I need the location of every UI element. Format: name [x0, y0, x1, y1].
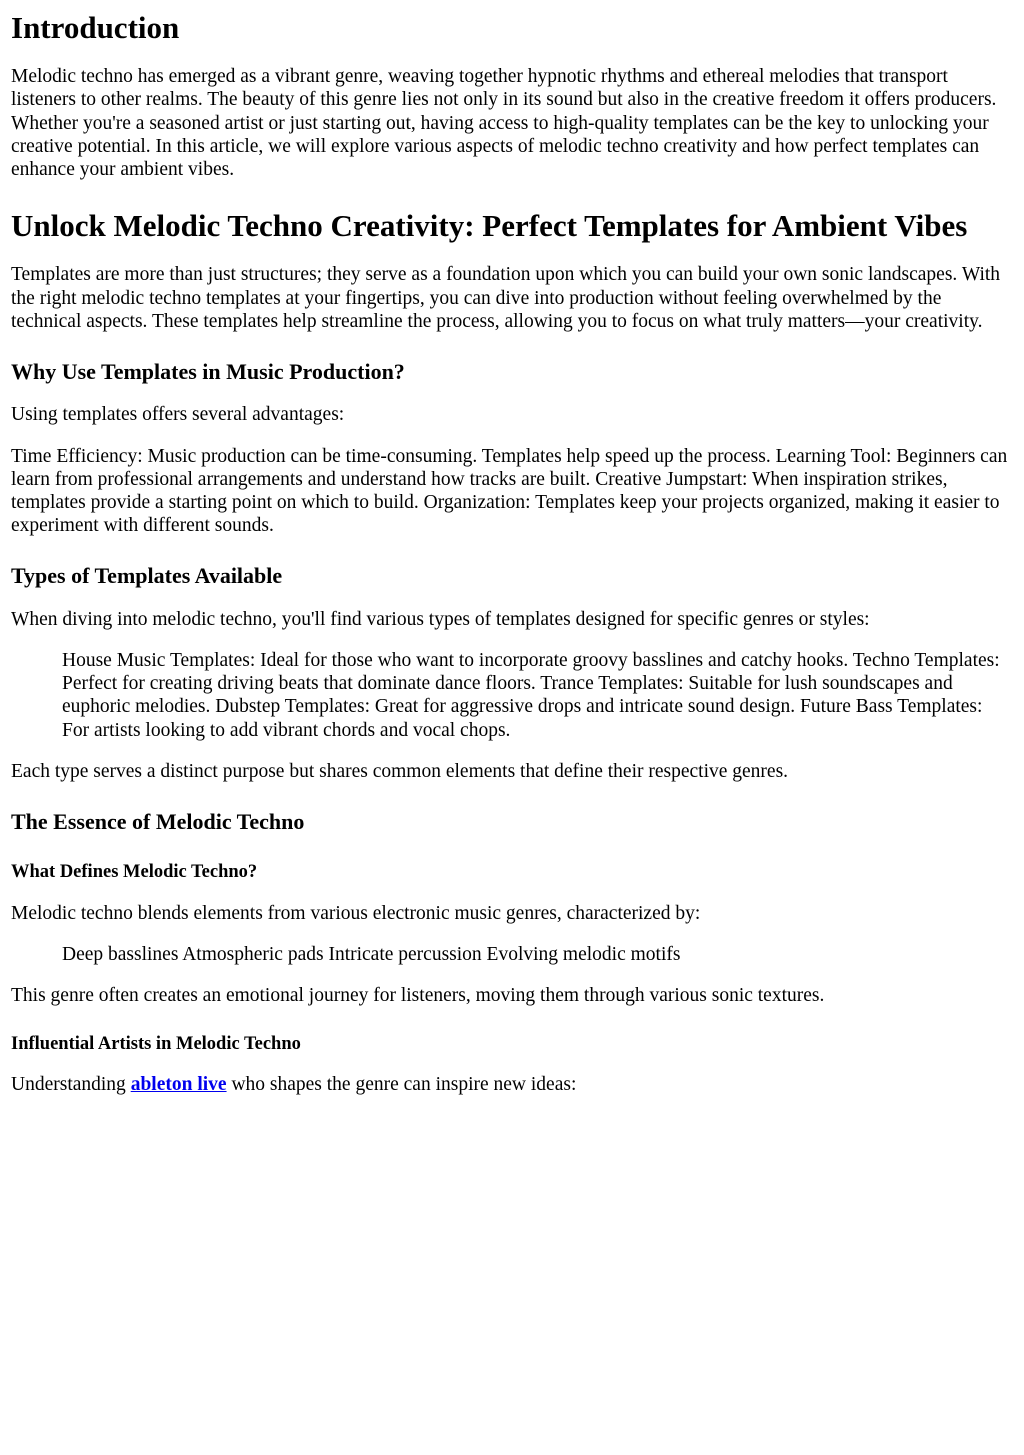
types-list: House Music Templates: Ideal for those who want to incorporate groovy basslines and catchy hooks. Techno Templates: Perfect for creating driving beats that dominate dance floors. Trance Templates: Suitable for lush soundscapes and euphoric melodies. Dubstep Templates: Great for aggressive drops and intricate sound design. Future Bass Templates: For artists looking to add vibrant chords and vocal chops. — [62, 650, 1000, 741]
artists-subheading: Influential Artists in Melodic Techno — [11, 1034, 301, 1055]
types-closing: Each type serves a distinct purpose but shares common elements that define their respective genres. — [11, 760, 789, 782]
essence-list: Deep basslines Atmospheric pads Intricate percussion Evolving melodic motifs — [62, 943, 681, 965]
artists-paragraph — [11, 1073, 1014, 1096]
artists-text-after: who shapes the genre can inspire new ideas: — [226, 1074, 577, 1096]
essence-lead: Melodic techno blends elements from various electronic music genres, characterized by: — [11, 902, 701, 924]
essence-closing: This genre often creates an emotional journey for listeners, moving them through various sonic textures. — [11, 985, 825, 1006]
article — [0, 9, 1024, 1097]
ableton-live-link[interactable]: ableton live — [130, 1074, 227, 1096]
why-lead: Using templates offers several advantages: — [11, 404, 345, 426]
why-list: Time Efficiency: Music production can be time-consuming. Templates help speed up the process. Learning Tool: Beginners can learn from professional arrangements and understand how tracks are built. Creative Jumpstart: When inspiration strikes, templates provide a starting point on which to build. Organization: Templates keep your projects organized, making it easier to experiment with different sounds. — [11, 445, 1008, 537]
intro-paragraph: Melodic techno has emerged as a vibrant genre, weaving together hypnotic rhythms and ethereal melodies that transport listeners to other realms. The beauty of this genre lies not only in its sound but also in the creative freedom it offers producers. Whether you're a seasoned artist or just starting out, having access to high-quality templates can be the key to unlocking your creative potential. In this article, we will explore various aspects of melodic techno creativity and how perfect templates can enhance your ambient vibes. — [11, 66, 997, 180]
types-heading: Types of Templates Available — [11, 563, 283, 589]
intro-heading: Introduction — [11, 10, 180, 45]
main-paragraph: Templates are more than just structures; they serve as a foundation upon which you can build your own sonic landscapes. With the right melodic techno templates at your fingertips, you can dive into production without feeling overwhelmed by the technical aspects. These templates help streamline the process, allowing you to focus on what truly matters—your creativity. — [11, 264, 1001, 332]
types-lead: When diving into melodic techno, you'll find various types of templates designed for specific genres or styles: — [11, 608, 870, 630]
main-heading: Unlock Melodic Techno Creativity: Perfect Templates for Ambient Vibes — [11, 208, 968, 244]
why-heading: Why Use Templates in Music Production? — [11, 359, 405, 384]
artists-text-before: Understanding — [11, 1074, 131, 1096]
essence-heading: The Essence of Melodic Techno — [11, 809, 305, 835]
essence-subheading: What Defines Melodic Techno? — [11, 862, 258, 883]
